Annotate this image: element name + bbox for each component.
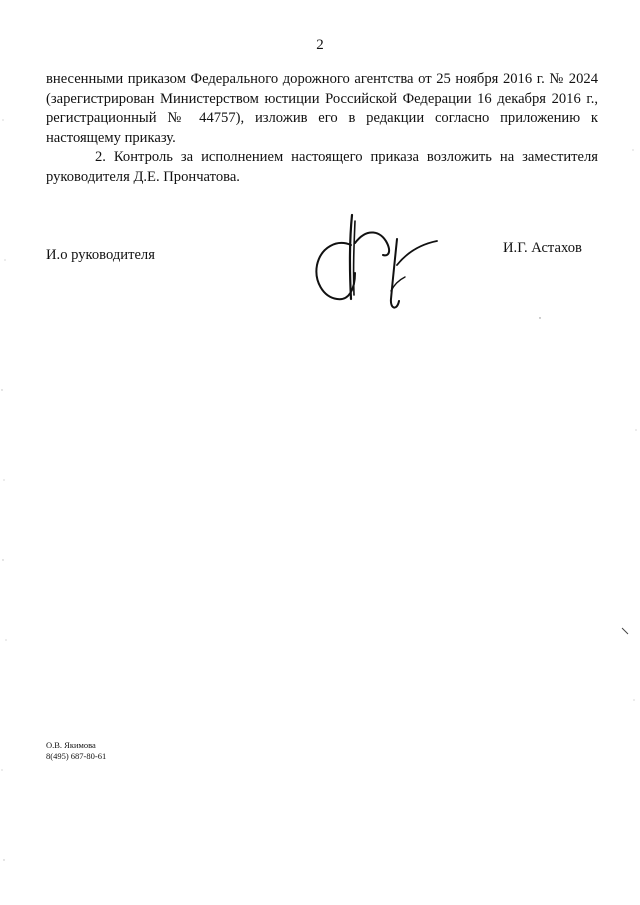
body-text (46, 70, 598, 188)
executor-name: О.В. Якимова (46, 740, 96, 750)
paragraph-2: 2. Контроль за исполнением настоящего приказа возложить на заместителя руководителя Д.Е. Прончатова. (46, 149, 598, 185)
executor-note (46, 740, 106, 762)
signatory-name: И.Г. Астахов (503, 240, 582, 256)
paragraph-1: внесенными приказом Федерального дорожного агентства от 25 ноября 2016 г. № 2024 (зарегистрирован Министерством юстиции Российской Федерации 16 декабря 2016 г., регистрационный № 44757), изложив его в редакции согласно приложению к настоящему приказу. (46, 71, 598, 146)
page-number: 2 (316, 37, 324, 53)
signatory-title: И.о руководителя (46, 247, 155, 263)
executor-phone: 8(495) 687-80-61 (46, 751, 107, 761)
handwritten-signature (305, 205, 445, 317)
